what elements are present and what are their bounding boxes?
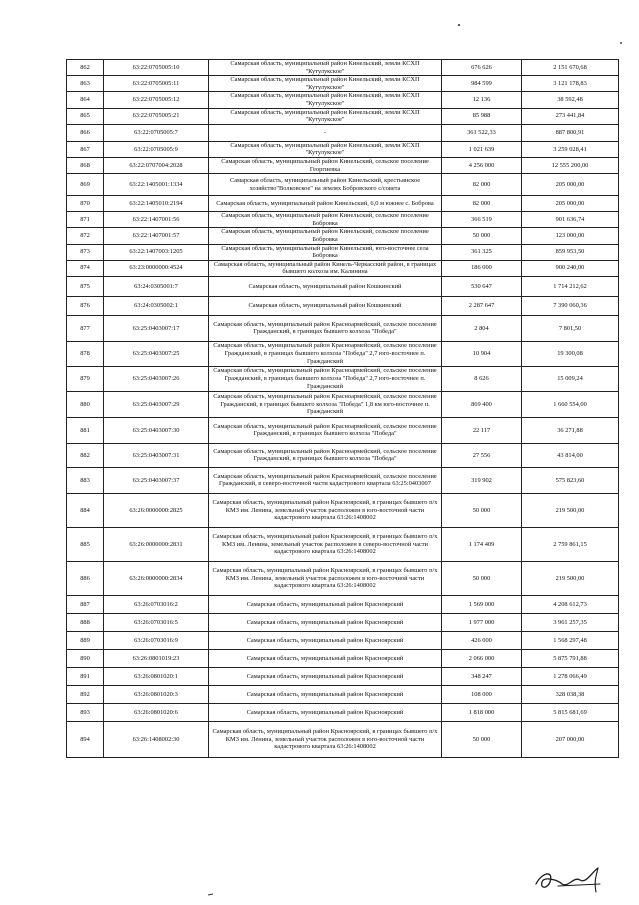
table-row bbox=[67, 493, 619, 527]
row-number: 873 bbox=[67, 244, 104, 260]
plot-location: Самарская область, муниципальный район Красноярский bbox=[209, 685, 442, 703]
cadastral-value: 1 568 297,48 bbox=[522, 631, 619, 649]
plot-area: 1 174 409 bbox=[442, 527, 522, 561]
table-row bbox=[67, 703, 619, 721]
plot-area: 85 988 bbox=[442, 108, 522, 124]
plot-location: Самарская область, муниципальный район Красноярский bbox=[209, 631, 442, 649]
cadastral-value: 2 759 861,15 bbox=[522, 527, 619, 561]
cadastral-number: 63:22:0705005:11 bbox=[104, 76, 209, 92]
plot-area: 27 556 bbox=[442, 443, 522, 467]
cadastral-value: 43 814,00 bbox=[522, 443, 619, 467]
cadastral-number: 63:26:0703016:9 bbox=[104, 631, 209, 649]
plot-location: Самарская область, муниципальный район Красноярский bbox=[209, 595, 442, 613]
cadastral-value: 219 500,00 bbox=[522, 493, 619, 527]
row-number: 884 bbox=[67, 493, 104, 527]
table-row bbox=[67, 341, 619, 366]
cadastral-number: 63:25:0403007:37 bbox=[104, 467, 209, 493]
plot-area: 8 626 bbox=[442, 366, 522, 391]
plot-location: Самарская область, муниципальный район Красноярский bbox=[209, 667, 442, 685]
cadastral-number: 63:25:0403007:26 bbox=[104, 366, 209, 391]
table-row bbox=[67, 296, 619, 315]
table-row bbox=[67, 417, 619, 443]
row-number: 869 bbox=[67, 174, 104, 196]
plot-area: 361 325 bbox=[442, 244, 522, 260]
row-number: 864 bbox=[67, 92, 104, 108]
signature bbox=[528, 862, 608, 896]
table-row bbox=[67, 141, 619, 157]
row-number: 871 bbox=[67, 212, 104, 228]
plot-area: 10 904 bbox=[442, 341, 522, 366]
cadastral-value: 3 259 028,41 bbox=[522, 141, 619, 157]
scan-mark bbox=[458, 24, 460, 26]
cadastral-number: 63:23:0000000:4524 bbox=[104, 260, 209, 276]
table-row bbox=[67, 631, 619, 649]
cadastral-value: 7 801,50 bbox=[522, 315, 619, 341]
plot-location: Самарская область, муниципальный район Кошкинский bbox=[209, 276, 442, 296]
cadastral-value: 901 636,74 bbox=[522, 212, 619, 228]
plot-location: Самарская область, муниципальный район Красноармейский, сельское поселение Гражданский, в границах бывшего колхоза "Победа" bbox=[209, 417, 442, 443]
plot-location: Самарская область, муниципальный район Красноармейский, сельское поселение Гражданский, в границах бывшего колхоза "Победа" bbox=[209, 315, 442, 341]
plot-area: 2 066 000 bbox=[442, 649, 522, 667]
plot-location: Самарская область, муниципальный район Кинельский, сельское поселение Бобровка bbox=[209, 212, 442, 228]
cadastral-number: 63:22:0707004:2028 bbox=[104, 157, 209, 173]
table-row bbox=[67, 60, 619, 76]
plot-area: 82 000 bbox=[442, 174, 522, 196]
row-number: 887 bbox=[67, 595, 104, 613]
cadastral-number: 63:25:0403007:25 bbox=[104, 341, 209, 366]
plot-area: 50 000 bbox=[442, 493, 522, 527]
cadastral-value: 1 660 554,00 bbox=[522, 391, 619, 417]
cadastral-number: 63:22:1405001:1334 bbox=[104, 174, 209, 196]
table-row bbox=[67, 76, 619, 92]
plot-area: 1 818 000 bbox=[442, 703, 522, 721]
cadastral-number: 63:25:0403007:17 bbox=[104, 315, 209, 341]
cadastral-value: 5 815 681,69 bbox=[522, 703, 619, 721]
cadastral-number: 63:22:0705005:10 bbox=[104, 60, 209, 76]
scan-mark bbox=[620, 42, 622, 44]
row-number: 868 bbox=[67, 157, 104, 173]
cadastral-number: 63:25:0403007:29 bbox=[104, 391, 209, 417]
plot-location: Самарская область, муниципальный район Кинельский, сельское поселение Георгиевка bbox=[209, 157, 442, 173]
plot-location: Самарская область, муниципальный район Красноармейский, сельское поселение Гражданский, в границах бывшего колхоза "Победа" 2,7 юго-восточнее п. Гражданский bbox=[209, 366, 442, 391]
plot-location: Самарская область, муниципальный район Кинельский, крестьянское хозяйство"Волковское" на землях Бобровского с/совета bbox=[209, 174, 442, 196]
plot-area: 1 977 000 bbox=[442, 613, 522, 631]
table-row bbox=[67, 391, 619, 417]
plot-location: Самарская область, муниципальный район Красноармейский, сельское поселение Гражданский, в границах бывшего колхоза "Победа" 1,8 км юго-восточнее п. Гражданский bbox=[209, 391, 442, 417]
plot-location: Самарская область, муниципальный район Красноармейский, сельское поселение Гражданский, в границах бывшего колхоза "Победа" 2,7 юго-восточнее п. Гражданский bbox=[209, 341, 442, 366]
plot-area: 50 000 bbox=[442, 561, 522, 595]
table-row bbox=[67, 721, 619, 757]
row-number: 889 bbox=[67, 631, 104, 649]
table-row bbox=[67, 92, 619, 108]
table-row bbox=[67, 157, 619, 173]
plot-area: 319 902 bbox=[442, 467, 522, 493]
row-number: 881 bbox=[67, 417, 104, 443]
cadastral-number: 63:26:0801019:23 bbox=[104, 649, 209, 667]
row-number: 876 bbox=[67, 296, 104, 315]
cadastral-value: 207 000,00 bbox=[522, 721, 619, 757]
table-row bbox=[67, 212, 619, 228]
row-number: 877 bbox=[67, 315, 104, 341]
cadastral-number: 63:22:1407001:57 bbox=[104, 228, 209, 244]
row-number: 880 bbox=[67, 391, 104, 417]
row-number: 875 bbox=[67, 276, 104, 296]
plot-location: Самарская область, муниципальный район Красноярский bbox=[209, 613, 442, 631]
plot-area: 676 626 bbox=[442, 60, 522, 76]
plot-area: 869 400 bbox=[442, 391, 522, 417]
row-number: 883 bbox=[67, 467, 104, 493]
table-row bbox=[67, 613, 619, 631]
cadastral-number: 63:22:0705005:21 bbox=[104, 108, 209, 124]
plot-area: 366 519 bbox=[442, 212, 522, 228]
table-row bbox=[67, 196, 619, 212]
row-number: 866 bbox=[67, 124, 104, 141]
table-row bbox=[67, 276, 619, 296]
table-row bbox=[67, 667, 619, 685]
table-row bbox=[67, 174, 619, 196]
cadastral-value: 859 953,50 bbox=[522, 244, 619, 260]
plot-area: 1 569 000 bbox=[442, 595, 522, 613]
table-row bbox=[67, 108, 619, 124]
cadastral-value: 36 271,88 bbox=[522, 417, 619, 443]
plot-location: Самарская область, муниципальный район Красноармейский, сельское поселение Гражданский, в северо-восточной части кадастрового квартала 63:25:0403007 bbox=[209, 467, 442, 493]
cadastral-number: 63:24:0305002:1 bbox=[104, 296, 209, 315]
table-row bbox=[67, 649, 619, 667]
plot-area: 426 000 bbox=[442, 631, 522, 649]
cadastral-number: 63:22:1405010:2194 bbox=[104, 196, 209, 212]
cadastral-value: 1 278 066,49 bbox=[522, 667, 619, 685]
cadastral-value: 205 000,00 bbox=[522, 174, 619, 196]
cadastral-number: 63:26:0801020:1 bbox=[104, 667, 209, 685]
row-number: 892 bbox=[67, 685, 104, 703]
plot-area: 50 000 bbox=[442, 721, 522, 757]
plot-location: Самарская область, муниципальный район Кинельский, земли КСХП "Кутулукское" bbox=[209, 60, 442, 76]
table-row bbox=[67, 228, 619, 244]
row-number: 872 bbox=[67, 228, 104, 244]
row-number: 879 bbox=[67, 366, 104, 391]
cadastral-value: 887 800,91 bbox=[522, 124, 619, 141]
cadastral-value: 3 961 257,35 bbox=[522, 613, 619, 631]
row-number: 885 bbox=[67, 527, 104, 561]
plot-location: Самарская область, муниципальный район Кинельский, земли КСХП "Кутулукское" bbox=[209, 108, 442, 124]
plot-area: 12 136 bbox=[442, 92, 522, 108]
plot-location: Самарская область, муниципальный район Кинельский, земли КСХП "Кутулукское" bbox=[209, 76, 442, 92]
cadastral-value: 5 875 791,88 bbox=[522, 649, 619, 667]
table-row bbox=[67, 443, 619, 467]
cadastral-value: 328 038,38 bbox=[522, 685, 619, 703]
plot-area: 348 247 bbox=[442, 667, 522, 685]
table-row bbox=[67, 315, 619, 341]
table-row bbox=[67, 527, 619, 561]
table-row bbox=[67, 366, 619, 391]
cadastral-value: 15 009,24 bbox=[522, 366, 619, 391]
row-number: 894 bbox=[67, 721, 104, 757]
cadastral-value: 12 555 200,00 bbox=[522, 157, 619, 173]
land-plots-table bbox=[66, 59, 619, 758]
row-number: 890 bbox=[67, 649, 104, 667]
row-number: 865 bbox=[67, 108, 104, 124]
cadastral-value: 19 300,08 bbox=[522, 341, 619, 366]
row-number: 874 bbox=[67, 260, 104, 276]
table-row bbox=[67, 124, 619, 141]
plot-area: 108 000 bbox=[442, 685, 522, 703]
plot-location: Самарская область, муниципальный район Кинельский, земли КСХП "Кутулукское" bbox=[209, 92, 442, 108]
cadastral-number: 63:22:1407001:56 bbox=[104, 212, 209, 228]
plot-area: 22 117 bbox=[442, 417, 522, 443]
cadastral-number: 63:26:0000000:2825 bbox=[104, 493, 209, 527]
plot-area: 2 287 647 bbox=[442, 296, 522, 315]
plot-area: 50 000 bbox=[442, 228, 522, 244]
pen-mark bbox=[208, 893, 214, 896]
cadastral-value: 205 000,00 bbox=[522, 196, 619, 212]
cadastral-number: 63:25:0403007:31 bbox=[104, 443, 209, 467]
plot-area: 2 804 bbox=[442, 315, 522, 341]
plot-location: Самарская область, муниципальный район Красноярский, в границах бывшего п/х КМЗ им. Ленина, земельный участок расположен в северо-восточной части кадастрового квартала 63:26:1408002 bbox=[209, 527, 442, 561]
cadastral-number: 63:25:0403007:30 bbox=[104, 417, 209, 443]
plot-location: Самарская область, муниципальный район Красноярский, в границах бывшего п/х КМЗ им. Ленина, земельный участок расположен в юго-восточной части кадастрового квартала 63:26:1408002 bbox=[209, 721, 442, 757]
cadastral-value: 273 441,84 bbox=[522, 108, 619, 124]
plot-location: Самарская область, муниципальный район Кинельский, 6,0 м южнее с. Боброва bbox=[209, 196, 442, 212]
plot-area: 361 522,33 bbox=[442, 124, 522, 141]
row-number: 886 bbox=[67, 561, 104, 595]
cadastral-value: 219 500,00 bbox=[522, 561, 619, 595]
cadastral-value: 1 714 212,62 bbox=[522, 276, 619, 296]
plot-location: Самарская область, муниципальный район Кошкинский bbox=[209, 296, 442, 315]
cadastral-number: 63:26:0703016:5 bbox=[104, 613, 209, 631]
plot-area: 1 021 639 bbox=[442, 141, 522, 157]
plot-location: Самарская область, муниципальный район Красноярский, в границах бывшего п/х КМЗ им. Ленина, земельный участок расположен в юго-восточной части кадастрового квартала 63:26:1408002 bbox=[209, 561, 442, 595]
cadastral-value: 4 208 612,73 bbox=[522, 595, 619, 613]
row-number: 862 bbox=[67, 60, 104, 76]
table-row bbox=[67, 260, 619, 276]
plot-location: - bbox=[209, 124, 442, 141]
plot-area: 4 256 000 bbox=[442, 157, 522, 173]
plot-area: 82 000 bbox=[442, 196, 522, 212]
row-number: 888 bbox=[67, 613, 104, 631]
cadastral-value: 7 390 060,36 bbox=[522, 296, 619, 315]
cadastral-number: 63:26:0703016:2 bbox=[104, 595, 209, 613]
row-number: 870 bbox=[67, 196, 104, 212]
row-number: 863 bbox=[67, 76, 104, 92]
cadastral-value: 3 121 178,83 bbox=[522, 76, 619, 92]
cadastral-number: 63:26:0801020:3 bbox=[104, 685, 209, 703]
row-number: 867 bbox=[67, 141, 104, 157]
plot-location: Самарская область, муниципальный район Красноярский bbox=[209, 649, 442, 667]
cadastral-number: 63:26:0801020:6 bbox=[104, 703, 209, 721]
cadastral-number: 63:24:0305001:7 bbox=[104, 276, 209, 296]
row-number: 891 bbox=[67, 667, 104, 685]
cadastral-value: 123 000,00 bbox=[522, 228, 619, 244]
plot-location: Самарская область, муниципальный район Кинельский, юго-восточнее села Бобровка bbox=[209, 244, 442, 260]
plot-area: 984 599 bbox=[442, 76, 522, 92]
cadastral-number: 63:26:1408002:30 bbox=[104, 721, 209, 757]
cadastral-number: 63:22:0705005:7 bbox=[104, 124, 209, 141]
table-row bbox=[67, 685, 619, 703]
plot-location: Самарская область, муниципальный район Кинельский, земли КСХП "Кутулукское" bbox=[209, 141, 442, 157]
cadastral-value: 38 592,48 bbox=[522, 92, 619, 108]
plot-location: Самарская область, муниципальный район Красноармейский, сельское поселение Гражданский, в границах бывшего колхоза "Победа" bbox=[209, 443, 442, 467]
cadastral-value: 900 240,00 bbox=[522, 260, 619, 276]
cadastral-value: 575 823,60 bbox=[522, 467, 619, 493]
row-number: 882 bbox=[67, 443, 104, 467]
cadastral-number: 63:26:0000000:2831 bbox=[104, 527, 209, 561]
cadastral-number: 63:22:0705005:9 bbox=[104, 141, 209, 157]
cadastral-number: 63:22:0705005:12 bbox=[104, 92, 209, 108]
table-row bbox=[67, 244, 619, 260]
plot-area: 186 000 bbox=[442, 260, 522, 276]
plot-location: Самарская область, муниципальный район Красноярский, в границах бывшего п/х КМЗ им. Ленина, земельный участок расположен в юго-восточной части кадастрового квартала 63:26:1408002 bbox=[209, 493, 442, 527]
cadastral-number: 63:26:0000000:2834 bbox=[104, 561, 209, 595]
table-row bbox=[67, 595, 619, 613]
row-number: 893 bbox=[67, 703, 104, 721]
row-number: 878 bbox=[67, 341, 104, 366]
plot-location: Самарская область, муниципальный район Кинель-Черкасский район, в границах бывшего колхоза им. Калинина bbox=[209, 260, 442, 276]
cadastral-value: 2 151 670,68 bbox=[522, 60, 619, 76]
table-row bbox=[67, 467, 619, 493]
plot-location: Самарская область, муниципальный район Красноярский bbox=[209, 703, 442, 721]
table-row bbox=[67, 561, 619, 595]
cadastral-number: 63:22:1407003:1205 bbox=[104, 244, 209, 260]
plot-location: Самарская область, муниципальный район Кинельский, сельское поселение Бобровка bbox=[209, 228, 442, 244]
plot-area: 530 647 bbox=[442, 276, 522, 296]
